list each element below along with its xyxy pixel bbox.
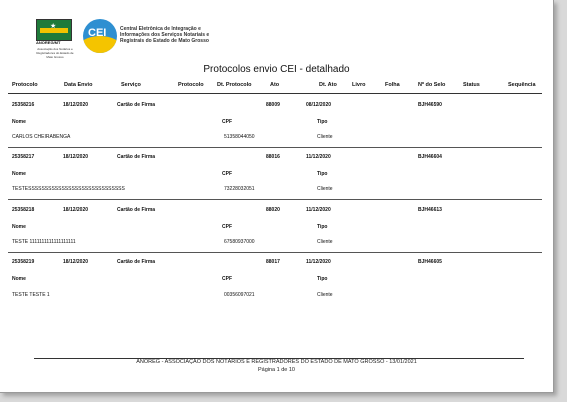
record-selo: BJH46604	[418, 154, 442, 160]
col-dt-protocolo: Dt. Protocolo	[217, 82, 252, 88]
label-cpf: CPF	[222, 276, 232, 282]
anoreg-logo-subtitle: Associação dos Notários e Registradores do Estado de Mato Grosso	[36, 47, 74, 59]
label-cpf: CPF	[222, 171, 232, 177]
cei-logo-mark: CEI	[88, 27, 107, 39]
record-protocolo: 25358218	[12, 207, 35, 213]
label-cpf: CPF	[222, 224, 232, 230]
record-dt-ato: 11/12/2020	[306, 259, 331, 265]
record-divider	[8, 147, 542, 148]
record-tipo: Cliente	[317, 134, 333, 140]
record-divider	[8, 199, 542, 200]
label-nome: Nome	[12, 119, 26, 125]
record-servico: Cartão de Firma	[117, 154, 156, 160]
record-data-envio: 18/12/2020	[63, 259, 89, 265]
record-cpf: 00356097021	[224, 292, 255, 298]
label-nome: Nome	[12, 276, 26, 282]
label-tipo: Tipo	[317, 276, 328, 282]
record-ato: 88009	[266, 102, 280, 108]
record-tipo: Cliente	[317, 186, 333, 192]
record-cpf: 73228032051	[224, 186, 255, 192]
record-tipo: Cliente	[317, 292, 333, 298]
anoreg-logo-tag: ANOREG/MT	[36, 40, 61, 45]
record-dt-ato: 11/12/2020	[306, 154, 331, 160]
report-title: Protocolos envio CEI - detalhado	[203, 64, 350, 75]
record-servico: Cartão de Firma	[117, 207, 156, 213]
record-selo: BJH46590	[418, 102, 442, 108]
record-data-envio: 18/12/2020	[63, 102, 89, 108]
record-tipo: Cliente	[317, 239, 333, 245]
col-protocolo-2: Protocolo	[178, 82, 204, 88]
record-dt-ato: 11/12/2020	[306, 207, 331, 213]
record-ato: 88017	[266, 259, 280, 265]
record-divider	[8, 252, 542, 253]
flag-icon: ★	[36, 19, 72, 41]
record-nome: TESTESSSSSSSSSSSSSSSSSSSSSSSSSSSSS	[12, 186, 125, 192]
label-cpf: CPF	[222, 119, 232, 125]
cei-description: Central Eletrônica de Integração e Informações dos Serviços Notariais e Registrais do Estado de Mato Grosso	[120, 26, 210, 44]
col-livro: Livro	[352, 82, 366, 88]
footer-org: ANOREG - ASSOCIAÇÃO DOS NOTÁRIOS E REGISTRADORES DO ESTADO DE MATO GROSSO - 13/01/2021	[136, 359, 417, 365]
label-tipo: Tipo	[317, 224, 328, 230]
record-protocolo: 25358216	[12, 102, 35, 108]
record-ato: 88016	[266, 154, 280, 160]
anoreg-logo	[31, 16, 77, 60]
col-servico: Serviço	[121, 82, 141, 88]
col-dt-ato: Dt. Ato	[319, 82, 337, 88]
col-protocolo: Protocolo	[12, 82, 38, 88]
record-nome: CARLOS CHEIRABENGA	[12, 134, 71, 140]
record-nome: TESTE 1111111111111111111	[12, 239, 76, 245]
col-ato: Ato	[270, 82, 280, 88]
record-selo: BJH46605	[418, 259, 442, 265]
col-status: Status	[463, 82, 480, 88]
record-data-envio: 18/12/2020	[63, 154, 89, 160]
label-tipo: Tipo	[317, 171, 328, 177]
record-ato: 88020	[266, 207, 280, 213]
col-folha: Folha	[385, 82, 400, 88]
label-nome: Nome	[12, 171, 26, 177]
record-servico: Cartão de Firma	[117, 259, 156, 265]
record-cpf: 51358044050	[224, 134, 255, 140]
record-nome: TESTE TESTE 1	[12, 292, 50, 298]
record-data-envio: 18/12/2020	[63, 207, 89, 213]
label-nome: Nome	[12, 224, 26, 230]
record-cpf: 67580937000	[224, 239, 255, 245]
col-sequencia: Sequência	[508, 82, 536, 88]
header-divider	[8, 93, 542, 94]
record-servico: Cartão de Firma	[117, 102, 156, 108]
col-n-selo: Nº do Selo	[418, 82, 446, 88]
cei-logo	[83, 19, 117, 53]
record-protocolo: 25358219	[12, 259, 35, 265]
record-selo: BJH46613	[418, 207, 442, 213]
record-protocolo: 25358217	[12, 154, 35, 160]
label-tipo: Tipo	[317, 119, 328, 125]
record-dt-ato: 08/12/2020	[306, 102, 332, 108]
page-number: Página 1 de 10	[257, 367, 295, 373]
col-data-envio: Data Envio	[64, 82, 93, 88]
